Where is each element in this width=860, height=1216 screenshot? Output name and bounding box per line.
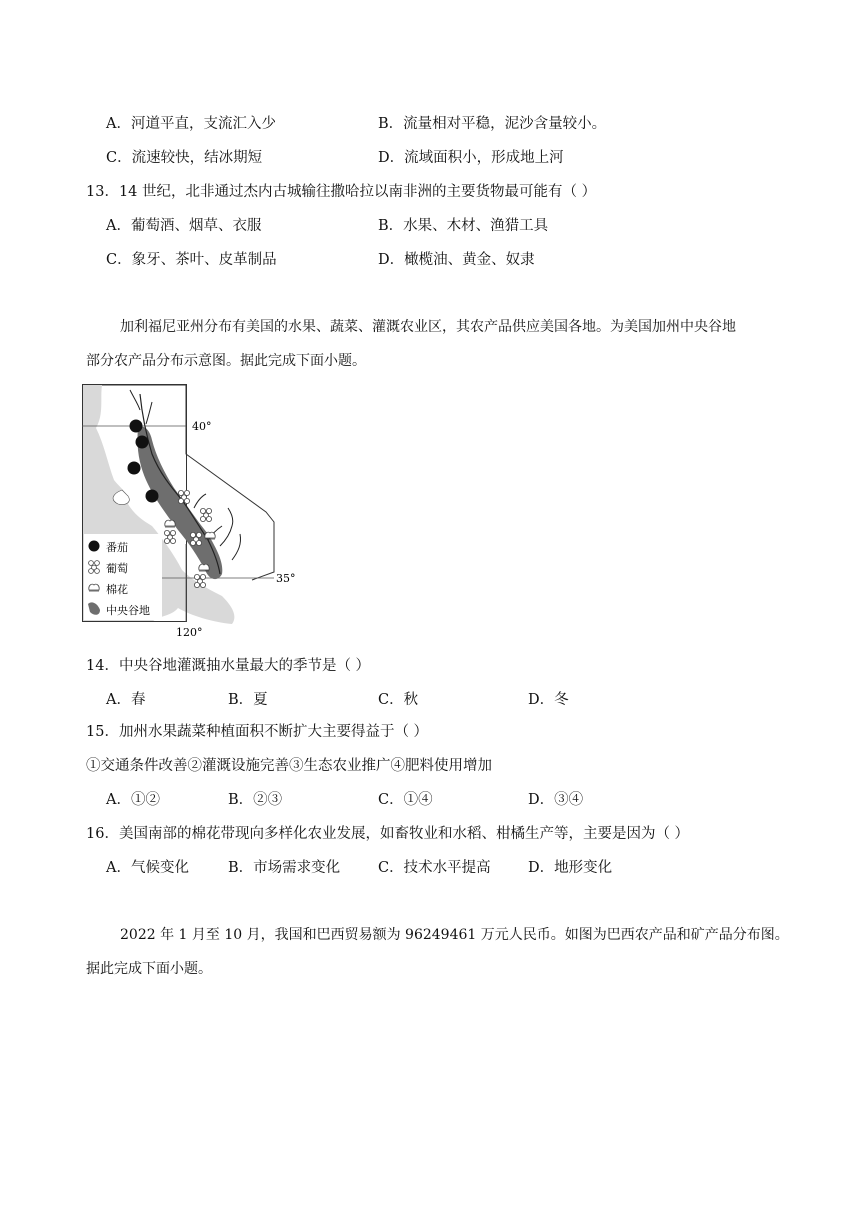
option-text: 水果、木材、渔猎工具 [403, 218, 549, 234]
q15-statements: ①交通条件改善②灌溉设施完善③生态农业推广④肥料使用增加 [86, 758, 492, 774]
option-text: 橄榄油、黄金、奴隶 [404, 252, 535, 268]
q15-option-d: D．③④ [528, 792, 584, 808]
q15-stem [86, 720, 428, 741]
question-text: 美国南部的棉花带现向多样化农业发展，如畜牧业和水稻、柑橘生产等，主要是因为（ ） [118, 826, 690, 842]
cotton-icon [165, 520, 175, 527]
legend-label-grape: 葡萄 [106, 562, 128, 575]
option-text: 夏 [253, 692, 268, 708]
cotton-icon [205, 532, 215, 539]
question-number: 14． [86, 658, 119, 674]
option-text: 象牙、茶叶、皮革制品 [131, 252, 277, 268]
grape-icon [164, 530, 175, 543]
q13-option-c: C．象牙、茶叶、皮革制品 [106, 252, 277, 268]
central-valley-map [82, 384, 298, 640]
q15-option-a: A．①② [106, 792, 160, 808]
q14-option-b: B．夏 [228, 692, 268, 708]
option-text: 流速较快，结冰期短 [131, 150, 263, 166]
q13-option-b: B．水果、木材、渔猎工具 [378, 218, 549, 234]
legend-label-valley: 中央谷地 [106, 604, 150, 617]
lat-label-40: 40° [192, 420, 212, 433]
question-number: 15． [86, 724, 119, 740]
option-text: 地形变化 [554, 860, 613, 876]
option-text: 秋 [403, 692, 419, 708]
lat-label-35: 35° [276, 572, 296, 585]
question-text: 14 世纪，北非通过杰内古城输往撒哈拉以南非洲的主要货物最可能有（ ） [118, 184, 597, 200]
river-branch [194, 494, 206, 508]
option-text: ①④ [403, 792, 433, 808]
option-text: 春 [130, 692, 146, 708]
passage-2-line-2: 据此完成下面小题。 [86, 961, 212, 977]
river-branch [232, 534, 241, 560]
option-text: 葡萄酒、烟草、衣服 [130, 218, 262, 234]
tomato-icon [146, 490, 159, 503]
cotton-icon [89, 584, 99, 591]
tomato-icon [89, 541, 100, 552]
legend-label-tomato: 番茄 [106, 541, 128, 554]
option-text: ②③ [253, 792, 283, 808]
river-branch [220, 508, 233, 546]
q16-option-b: B．市场需求变化 [228, 860, 341, 876]
q15-option-b: B．②③ [228, 792, 283, 808]
q16-option-d: D．地形变化 [528, 860, 613, 876]
question-text: 加州水果蔬菜种植面积不断扩大主要得益于（ ） [118, 724, 429, 740]
tomato-icon [136, 436, 149, 449]
q15-option-c: C．①④ [378, 792, 433, 808]
legend-label-cotton: 棉花 [106, 583, 128, 596]
option-text: 流域面积小，形成地上河 [404, 150, 564, 166]
q12-option-b: B．流量相对平稳，泥沙含量较小。 [378, 116, 607, 132]
passage-1-line-1: 加利福尼亚州分布有美国的水果、蔬菜、灌溉农业区，其农产品供应美国各地。为美国加州中央谷地 [120, 319, 736, 335]
q12-option-a: A．河道平直，支流汇入少 [106, 116, 276, 132]
q14-option-a: A．春 [106, 692, 146, 708]
river-branch [146, 402, 152, 424]
q16-stem [86, 822, 689, 843]
q13-stem [86, 180, 596, 201]
passage-1-line-2: 部分农产品分布示意图。据此完成下面小题。 [86, 353, 366, 369]
option-text: 河道平直，支流汇入少 [130, 116, 276, 132]
q12-option-c: C．流速较快，结冰期短 [106, 150, 263, 166]
q12-option-d: D．流域面积小，形成地上河 [378, 150, 564, 166]
question-text: 中央谷地灌溉抽水量最大的季节是（ ） [118, 658, 371, 674]
map-svg [82, 384, 298, 640]
grape-icon [200, 508, 211, 521]
q14-option-d: D．冬 [528, 692, 569, 708]
q13-option-d: D．橄榄油、黄金、奴隶 [378, 252, 535, 268]
question-number: 16． [86, 826, 119, 842]
option-text: 流量相对平稳，泥沙含量较小。 [403, 116, 607, 132]
question-number: 13． [86, 184, 119, 200]
tomato-icon [128, 462, 141, 475]
river-branch [130, 390, 140, 410]
q16-option-c: C．技术水平提高 [378, 860, 491, 876]
passage-2-line-1: 2022 年 1 月至 10 月，我国和巴西贸易额为 96249461 万元人民币。如图为巴西农产品和矿产品分布图。 [120, 927, 789, 943]
q14-option-c: C．秋 [378, 692, 419, 708]
option-text: ①② [130, 792, 160, 808]
option-text: 技术水平提高 [403, 860, 491, 876]
q13-option-a: A．葡萄酒、烟草、衣服 [106, 218, 262, 234]
option-text: 气候变化 [130, 860, 189, 876]
lon-label-120: 120° [176, 626, 203, 639]
option-text: ③④ [554, 792, 584, 808]
option-text: 冬 [554, 692, 569, 708]
tomato-icon [130, 420, 143, 433]
cotton-icon [199, 564, 209, 571]
q14-stem [86, 654, 370, 675]
option-text: 市场需求变化 [253, 860, 341, 876]
q16-option-a: A．气候变化 [106, 860, 189, 876]
